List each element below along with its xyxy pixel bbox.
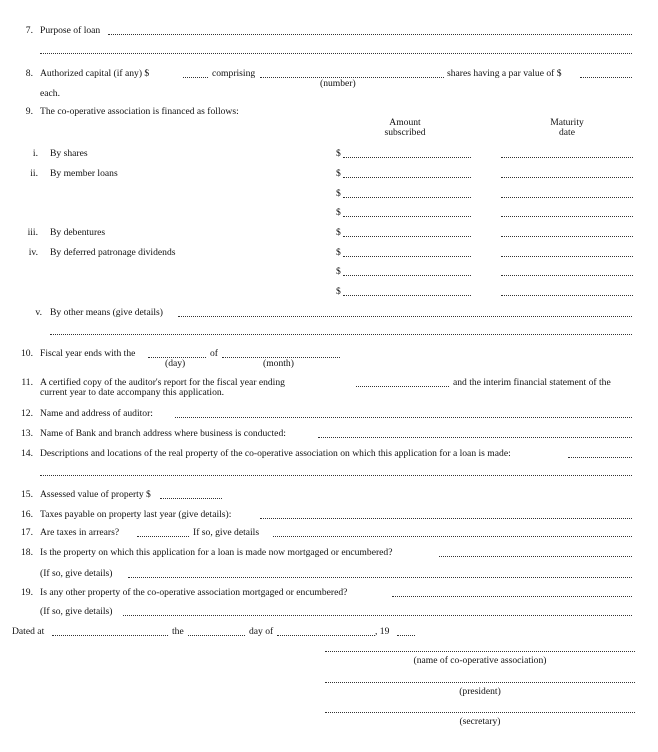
item-number: 19. <box>21 587 33 598</box>
subscribed-header: subscribed <box>384 127 426 138</box>
association-name-signature-line[interactable] <box>325 651 635 652</box>
property-description-field-line2[interactable] <box>40 475 632 476</box>
fiscal-year-ending-field[interactable] <box>356 386 449 387</box>
dollar-sign: $ <box>336 266 341 277</box>
other-property-mortgaged-field[interactable] <box>392 596 632 597</box>
year-prefix-label: , 19 <box>375 626 390 637</box>
by-member-loans-label: By member loans <box>50 168 118 179</box>
dollar-sign: $ <box>336 148 341 159</box>
other-mortgage-details-field[interactable] <box>123 615 632 616</box>
item-number: 18. <box>21 547 33 558</box>
each-label: each. <box>40 88 60 99</box>
association-name-caption: (name of co-operative association) <box>413 655 547 666</box>
assessed-value-field[interactable] <box>160 498 222 499</box>
arrears-details-field[interactable] <box>273 536 632 537</box>
amount-subscribed-field[interactable] <box>343 177 471 178</box>
bank-name-field[interactable] <box>318 437 632 438</box>
item-number: 15. <box>21 489 33 500</box>
arrears-details-label: If so, give details <box>193 527 260 538</box>
financing-label: The co-operative association is financed as follows: <box>40 106 239 117</box>
by-shares-label: By shares <box>50 148 88 159</box>
president-signature-line[interactable] <box>325 682 635 683</box>
dollar-sign: $ <box>336 168 341 179</box>
amount-header: Amount <box>389 117 421 128</box>
number-caption: (number) <box>320 78 356 89</box>
fiscal-year-label: Fiscal year ends with the <box>40 348 136 359</box>
property-mortgaged-field[interactable] <box>439 556 632 557</box>
sub-numeral: ii. <box>30 168 38 179</box>
item-number: 14. <box>21 448 33 459</box>
maturity-date-field[interactable] <box>501 295 633 296</box>
sub-numeral: v. <box>35 307 42 318</box>
authorized-capital-label: Authorized capital (if any) $ <box>40 68 150 79</box>
purpose-of-loan-field-line2[interactable] <box>40 53 632 54</box>
dated-at-place-field[interactable] <box>52 635 168 636</box>
dated-month-field[interactable] <box>277 635 375 636</box>
maturity-date-field[interactable] <box>501 256 633 257</box>
item-number: 10. <box>21 348 33 359</box>
assessed-value-label: Assessed value of property $ <box>40 489 151 500</box>
sub-numeral: i. <box>32 148 38 159</box>
auditor-name-field[interactable] <box>175 417 632 418</box>
maturity-date-field[interactable] <box>501 275 633 276</box>
mortgage-details-field[interactable] <box>128 577 632 578</box>
accompany-text: current year to date accompany this application. <box>40 387 225 398</box>
par-value-field[interactable] <box>580 77 632 78</box>
amount-subscribed-field[interactable] <box>343 157 471 158</box>
item-number: 16. <box>21 509 33 520</box>
property-mortgaged-label: Is the property on which this application for a loan is made now mortgaged or encumbered? <box>40 547 393 558</box>
interim-statement-text: and the interim financial statement of the <box>453 377 611 388</box>
amount-subscribed-field[interactable] <box>343 197 471 198</box>
dollar-sign: $ <box>336 247 341 258</box>
amount-subscribed-field[interactable] <box>343 236 471 237</box>
item-number: 11. <box>21 377 33 388</box>
amount-subscribed-field[interactable] <box>343 216 471 217</box>
item-number: 8. <box>25 68 33 79</box>
par-value-label: shares having a par value of $ <box>447 68 562 79</box>
by-other-means-label: By other means (give details) <box>50 307 163 318</box>
taxes-payable-label: Taxes payable on property last year (give details): <box>40 509 232 520</box>
date-header: date <box>559 127 575 138</box>
property-description-field[interactable] <box>568 457 632 458</box>
comprising-label: comprising <box>212 68 256 79</box>
item-number: 12. <box>21 408 33 419</box>
by-deferred-dividends-label: By deferred patronage dividends <box>50 247 176 258</box>
dated-day-field[interactable] <box>188 635 245 636</box>
item-number: 9. <box>25 106 33 117</box>
dated-year-field[interactable] <box>397 635 415 636</box>
other-means-field[interactable] <box>178 316 632 317</box>
day-caption: (day) <box>165 358 186 369</box>
dollar-sign: $ <box>336 188 341 199</box>
dollar-sign: $ <box>336 227 341 238</box>
authorized-capital-field[interactable] <box>183 77 208 78</box>
auditor-report-text: A certified copy of the auditor's report for the fiscal year ending <box>40 377 285 388</box>
president-caption: (president) <box>459 686 501 697</box>
bank-name-label: Name of Bank and branch address where business is conducted: <box>40 428 286 439</box>
maturity-date-field[interactable] <box>501 216 633 217</box>
secretary-signature-line[interactable] <box>325 712 635 713</box>
by-debentures-label: By debentures <box>50 227 106 238</box>
mortgage-details-label: (If so, give details) <box>40 568 113 579</box>
dated-at-label: Dated at <box>12 626 45 637</box>
amount-subscribed-field[interactable] <box>343 256 471 257</box>
auditor-name-label: Name and address of auditor: <box>40 408 153 419</box>
maturity-date-field[interactable] <box>501 157 633 158</box>
amount-subscribed-field[interactable] <box>343 295 471 296</box>
maturity-date-field[interactable] <box>501 236 633 237</box>
maturity-header: Maturity <box>550 117 584 128</box>
item-number: 17. <box>21 527 33 538</box>
dollar-sign: $ <box>336 207 341 218</box>
secretary-caption: (secretary) <box>459 716 501 727</box>
other-property-mortgaged-label: Is any other property of the co-operative association mortgaged or encumbered? <box>40 587 348 598</box>
month-caption: (month) <box>263 358 294 369</box>
dollar-sign: $ <box>336 286 341 297</box>
purpose-of-loan-field[interactable] <box>108 34 632 35</box>
property-description-label: Descriptions and locations of the real property of the co-operative association on which this application for a loan is made: <box>40 448 511 459</box>
the-label: the <box>172 626 184 637</box>
taxes-arrears-label: Are taxes in arrears? <box>40 527 120 538</box>
amount-subscribed-field[interactable] <box>343 275 471 276</box>
taxes-arrears-field[interactable] <box>137 536 189 537</box>
other-means-field-line2[interactable] <box>50 334 632 335</box>
sub-numeral: iv. <box>28 247 38 258</box>
item-number: 7. <box>25 25 33 36</box>
maturity-date-field[interactable] <box>501 177 633 178</box>
taxes-payable-field[interactable] <box>260 518 632 519</box>
sub-numeral: iii. <box>27 227 38 238</box>
purpose-of-loan-label: Purpose of loan <box>40 25 101 36</box>
other-mortgage-details-label: (If so, give details) <box>40 606 113 617</box>
day-of-label: day of <box>249 626 274 637</box>
of-label: of <box>210 348 218 359</box>
item-number: 13. <box>21 428 33 439</box>
maturity-date-field[interactable] <box>501 197 633 198</box>
